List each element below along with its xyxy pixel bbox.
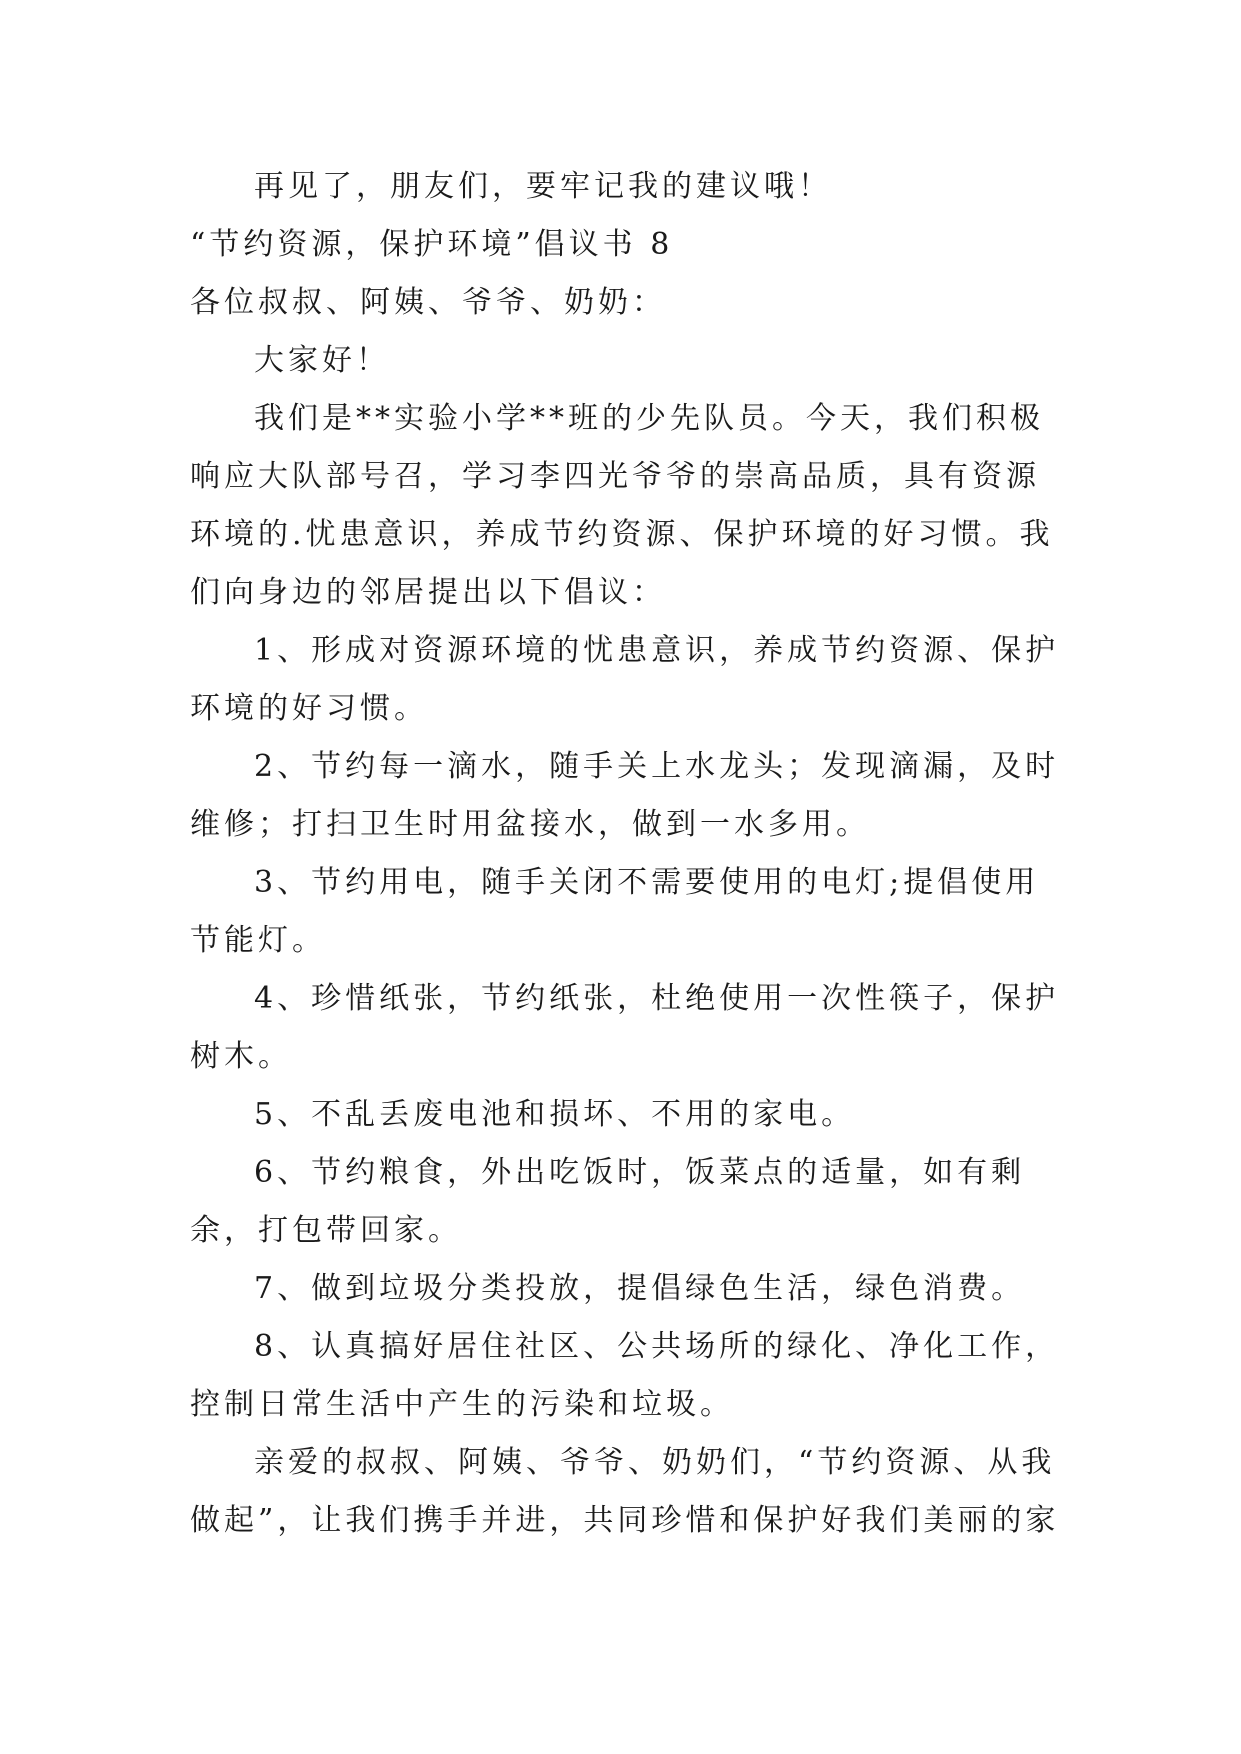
- proposal-item-6: 6、节约粮食，外出吃饭时，饭菜点的适量，如有剩余，打包带回家。: [190, 1155, 1026, 1248]
- document-body: [190, 158, 1070, 1550]
- proposal-item-5: 5、不乱丢废电池和损坏、不用的家电。: [254, 1097, 856, 1132]
- closing-line: 再见了，朋友们，要牢记我的建议哦！: [254, 169, 832, 204]
- proposal-item-2: 2、节约每一滴水，随手关上水龙头；发现滴漏，及时维修；打扫卫生时用盆接水，做到一水多用。: [190, 749, 1060, 842]
- salutation: 各位叔叔、阿姨、爷爷、奶奶：: [190, 285, 666, 320]
- proposal-item-3: 3、节约用电，随手关闭不需要使用的电灯;提倡使用节能灯。: [190, 865, 1040, 958]
- proposal-item-8: 8、认真搞好居住社区、公共场所的绿化、净化工作，控制日常生活中产生的污染和垃圾。: [190, 1329, 1060, 1422]
- proposal-item-7: 7、做到垃圾分类投放，提倡绿色生活，绿色消费。: [254, 1271, 1026, 1306]
- section-title: “节约资源，保护环境”倡议书 8: [190, 227, 674, 262]
- greeting: 大家好！: [254, 343, 390, 378]
- proposal-item-4: 4、珍惜纸张，节约纸张，杜绝使用一次性筷子，保护树木。: [190, 981, 1060, 1074]
- proposal-item-1: 1、形成对资源环境的忧患意识，养成节约资源、保护环境的好习惯。: [190, 633, 1060, 726]
- intro-paragraph: 我们是**实验小学**班的少先队员。今天，我们积极响应大队部号召，学习李四光爷爷的崇高品质，具有资源环境的.忧患意识，养成节约资源、保护环境的好习惯。我们向身边的邻居提出以下倡议：: [190, 401, 1054, 610]
- closing-paragraph: 亲爱的叔叔、阿姨、爷爷、奶奶们，“节约资源、从我做起”，让我们携手并进，共同珍惜和保护好我们美丽的家: [190, 1445, 1060, 1538]
